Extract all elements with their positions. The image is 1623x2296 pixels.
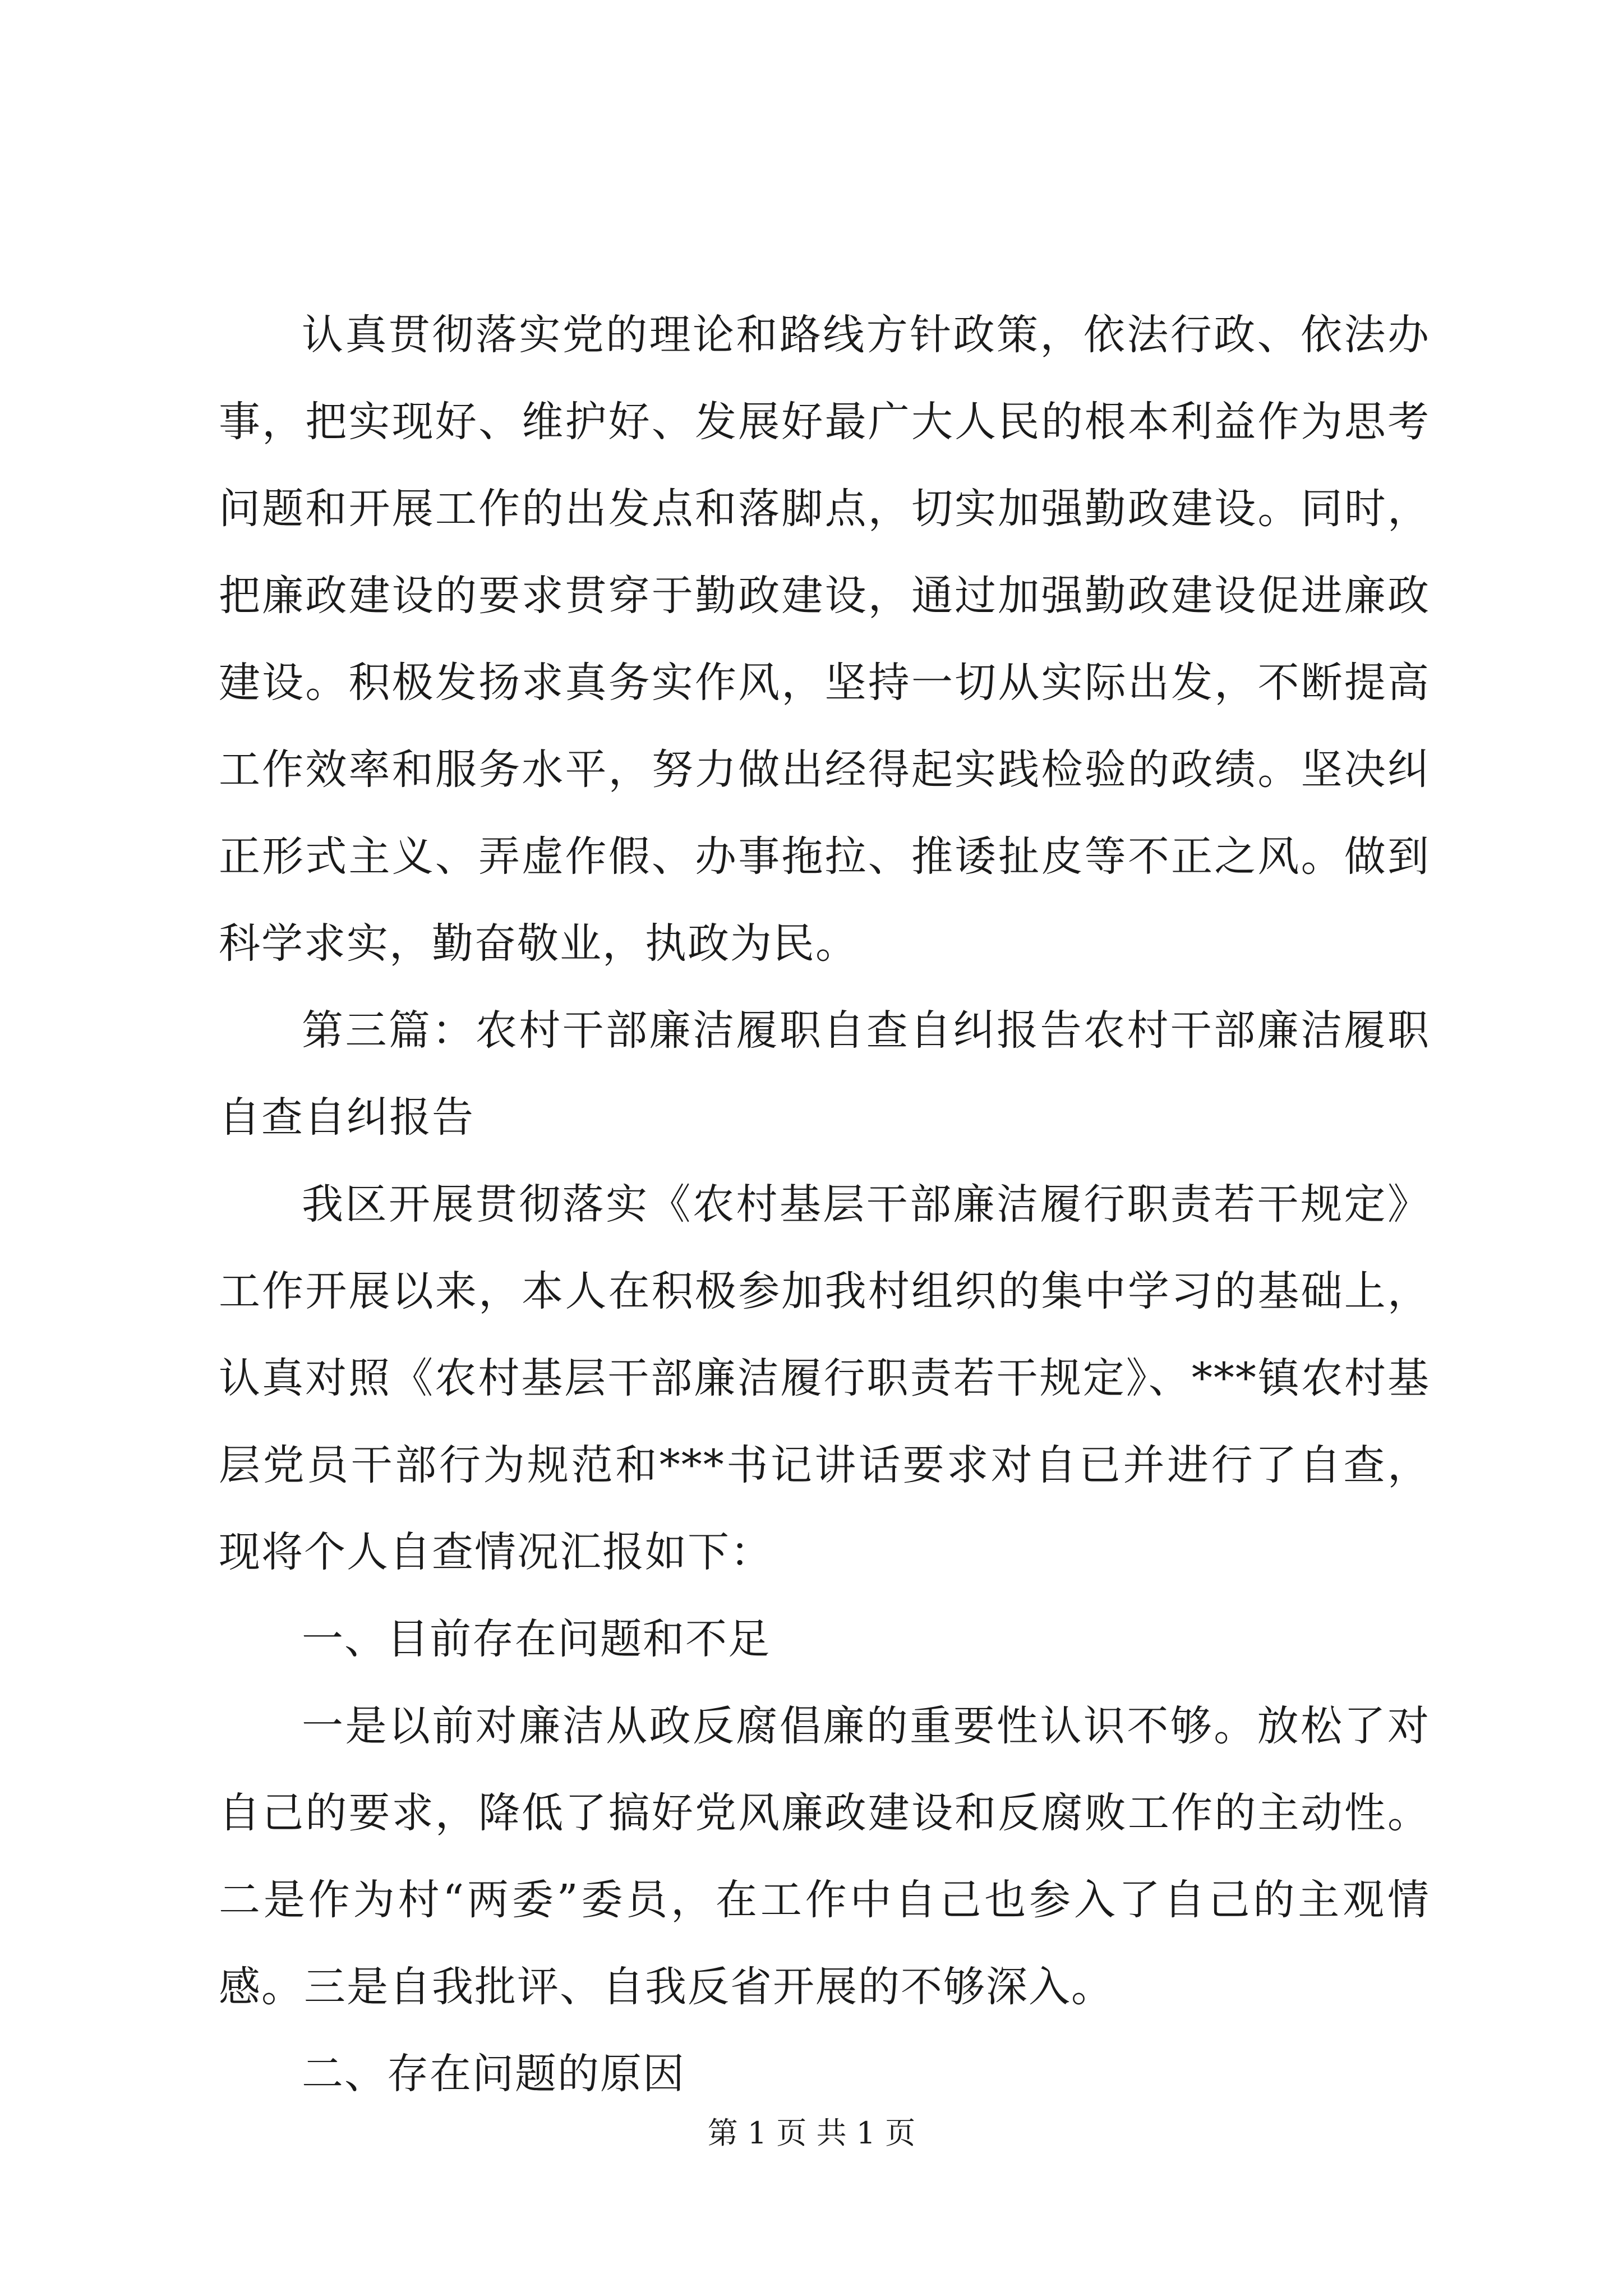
paragraph-section-three-title: 第三篇：农村干部廉洁履职自查自纠报告农村干部廉洁履职自查自纠报告: [219, 1006, 1430, 1142]
paragraph-problem-list: 一是以前对廉洁从政反腐倡廉的重要性认识不够。放松了对自己的要求，降低了搞好党风廉政建设和反腐败工作的主动性。二是作为村“两委”委员，在工作中自己也参入了自己的主观情感。三是自我批评、自我反省开展的不够深入。: [219, 1702, 1430, 2011]
heading-existing-problems: 一、目前存在问题和不足: [302, 1615, 771, 1663]
heading-problem-causes: 二、存在问题的原因: [302, 2050, 685, 2098]
paragraph-diligent-governance: 认真贯彻落实党的理论和路线方针政策，依法行政、依法办事，把实现好、维护好、发展好最广大人民的根本利益作为思考问题和开展工作的出发点和落脚点，切实加强勤政建设。同时，把廉政建设的要求贯穿于勤政建设，通过加强勤政建设促进廉政建设。积极发扬求真务实作风，坚持一切从实际出发，不断提高工作效率和服务水平，努力做出经得起实践检验的政绩。坚决纠正形式主义、弄虚作假、办事拖拉、推诿扯皮等不正之风。做到科学求实，勤奋敬业，执政为民。: [219, 311, 1430, 968]
paragraph-self-inspection-intro: 我区开展贯彻落实《农村基层干部廉洁履行职责若干规定》工作开展以来，本人在积极参加我村组织的集中学习的基础上，认真对照《农村基层干部廉洁履行职责若干规定》、***镇农村基层党员干部行为规范和***书记讲话要求对自已并进行了自查，现将个人自查情况汇报如下：: [219, 1180, 1430, 1576]
page-footer: 第 1 页 共 1 页: [707, 2115, 916, 2151]
document-body: [219, 292, 1430, 2118]
